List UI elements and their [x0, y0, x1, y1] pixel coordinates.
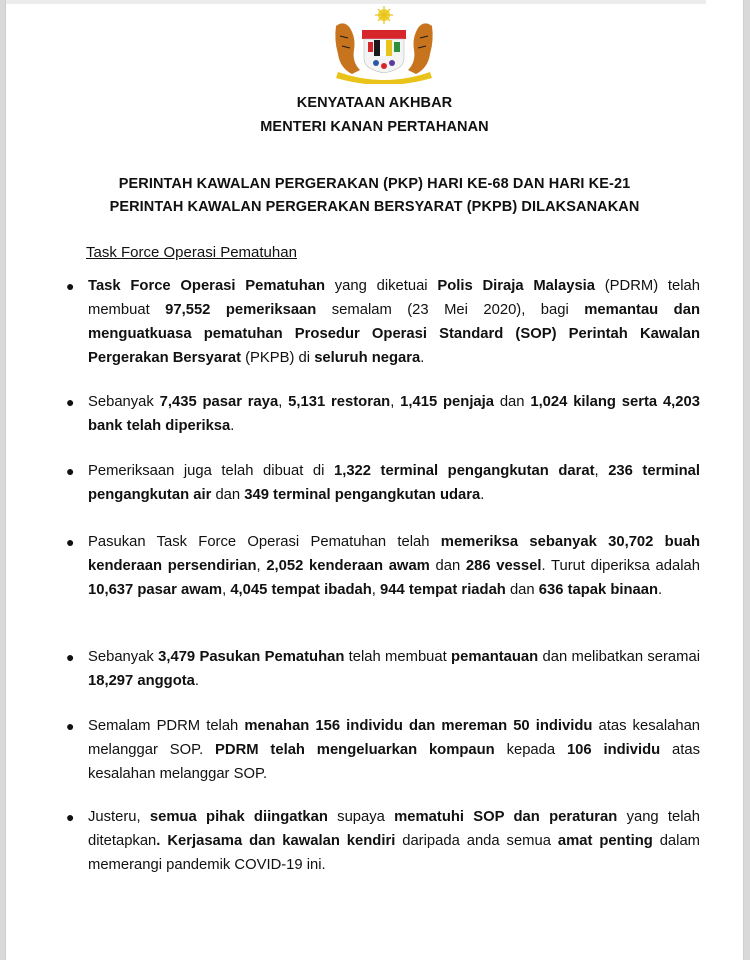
text-run: .	[658, 582, 663, 598]
text-run: Sebanyak	[88, 649, 159, 665]
text-run: .	[420, 350, 425, 366]
document-page	[5, 0, 744, 960]
bullet-text	[88, 463, 700, 503]
bold-run: semua pihak diingatkan	[149, 809, 328, 825]
bullet-item	[62, 459, 700, 507]
bold-run: Polis Diraja Malaysia	[437, 278, 596, 294]
text-run: dan	[494, 394, 531, 410]
bullet-text	[88, 718, 700, 782]
text-run: supaya	[327, 809, 395, 825]
text-run: ,	[278, 394, 289, 410]
minister-heading: MENTERI KANAN PERTAHANAN	[260, 119, 489, 135]
text-run: ,	[371, 582, 381, 598]
bold-run: . Kerjasama dan kawalan kendiri	[156, 833, 396, 849]
bullet-dot-icon: ●	[66, 278, 75, 294]
bullet-text	[88, 649, 700, 689]
bold-run: 3,479 Pasukan Pematuhan	[158, 649, 345, 665]
page-top-edge	[6, 0, 706, 4]
bold-run: mematuhi SOP dan peraturan	[394, 809, 618, 825]
bullet-item	[62, 714, 700, 786]
text-run: Semalam PDRM telah	[88, 718, 245, 734]
text-run: dan	[505, 582, 539, 598]
bullet-item	[62, 805, 700, 877]
bullet-dot-icon: ●	[66, 463, 75, 479]
text-run: ,	[390, 394, 401, 410]
text-run: (PDRM) telah membuat	[88, 278, 701, 318]
text-run: .	[194, 673, 200, 689]
bold-run: 97,552 pemeriksaan	[165, 302, 317, 318]
text-run: yang telah ditetapkan	[88, 809, 701, 849]
text-run: kepada	[494, 742, 567, 758]
text-run: Pemeriksaan juga telah dibuat di	[88, 463, 334, 479]
text-run: ,	[256, 558, 267, 574]
text-run: ,	[594, 463, 609, 479]
text-run: . Turut diperiksa adalah	[541, 558, 700, 574]
bold-run: 944 tempat riadah	[380, 582, 506, 598]
text-run: atas kesalahan melanggar SOP.	[88, 718, 701, 758]
bold-run: 1,415 penjaja	[400, 394, 495, 410]
bold-run: 1,322 terminal pengangkutan darat	[333, 463, 595, 479]
bold-run: 1,024 kilang serta 4,203 bank telah diperiksa	[88, 394, 700, 434]
bold-run: Task Force Operasi Pematuhan	[88, 278, 326, 294]
bold-run: 236 terminal pengangkutan air	[88, 463, 700, 503]
title-line-2: PERINTAH KAWALAN PERGERAKAN BERSYARAT (PKPB) DILAKSANAKAN	[109, 199, 640, 215]
bullet-text	[88, 394, 700, 434]
bold-run: 349 terminal pengangkutan udara	[244, 487, 481, 503]
bullet-dot-icon: ●	[66, 649, 75, 665]
bold-run: 7,435 pasar raya	[159, 394, 279, 410]
bold-run: memeriksa sebanyak 30,702 buah kenderaan persendirian	[88, 534, 701, 574]
bold-run: 5,131 restoran	[288, 394, 391, 410]
bullet-dot-icon: ●	[66, 809, 75, 825]
text-run: yang diketuai	[325, 278, 438, 294]
bold-run: 10,637 pasar awam	[88, 582, 223, 598]
bullet-text	[88, 278, 700, 366]
bold-run: memantau dan menguatkuasa pematuhan Prosedur Operasi Standard (SOP) Perintah Kawalan Pergerakan Bersyarat	[88, 302, 700, 366]
bold-run: 106 individu	[566, 742, 661, 758]
section-title: Task Force Operasi Pematuhan	[86, 244, 297, 261]
bold-run: menahan 156 individu dan mereman 50 individu	[244, 718, 593, 734]
bullet-item	[62, 645, 700, 693]
text-run: Sebanyak	[88, 394, 160, 410]
bullet-item	[62, 390, 700, 438]
text-run: telah membuat	[344, 649, 452, 665]
bold-run: amat penting	[557, 833, 653, 849]
text-run: ,	[222, 582, 231, 598]
bold-run: 4,045 tempat ibadah	[230, 582, 372, 598]
bold-run: pemantauan	[451, 649, 539, 665]
text-run: (PKPB) di	[241, 350, 315, 366]
bold-run: 18,297 anggota	[88, 673, 195, 689]
bullet-dot-icon: ●	[66, 394, 75, 410]
bold-run: 2,052 kenderaan awam	[266, 558, 430, 574]
bullet-dot-icon: ●	[66, 718, 75, 734]
bold-run: 286 vessel	[465, 558, 542, 574]
bold-run: 636 tapak binaan	[538, 582, 659, 598]
bullet-text	[88, 534, 700, 598]
bullet-text	[88, 809, 700, 873]
text-run: dan	[211, 487, 245, 503]
title-line-1: PERINTAH KAWALAN PERGERAKAN (PKP) HARI KE-68 DAN HARI KE-21	[118, 176, 631, 192]
malaysia-coat-of-arms-icon	[324, 6, 444, 84]
bullet-item	[62, 530, 700, 602]
bold-run: seluruh negara	[314, 350, 421, 366]
text-run: .	[480, 487, 485, 503]
text-run: daripada anda semua	[395, 833, 558, 849]
bullet-dot-icon: ●	[66, 534, 75, 550]
text-run: dalam memerangi pandemik COVID-19 ini.	[88, 833, 700, 873]
text-run: dan melibatkan seramai	[538, 649, 700, 665]
text-run: Pasukan Task Force Operasi Pematuhan telah	[88, 534, 441, 550]
text-run: atas kesalahan melanggar SOP.	[88, 742, 700, 782]
text-run: .	[230, 418, 235, 434]
text-run: Justeru,	[88, 809, 150, 825]
bold-run: PDRM telah mengeluarkan kompaun	[215, 742, 495, 758]
press-release-heading: KENYATAAN AKHBAR	[296, 95, 453, 111]
bullet-item	[62, 274, 700, 370]
text-run: dan	[429, 558, 466, 574]
text-run: semalam (23 Mei 2020), bagi	[316, 302, 585, 318]
